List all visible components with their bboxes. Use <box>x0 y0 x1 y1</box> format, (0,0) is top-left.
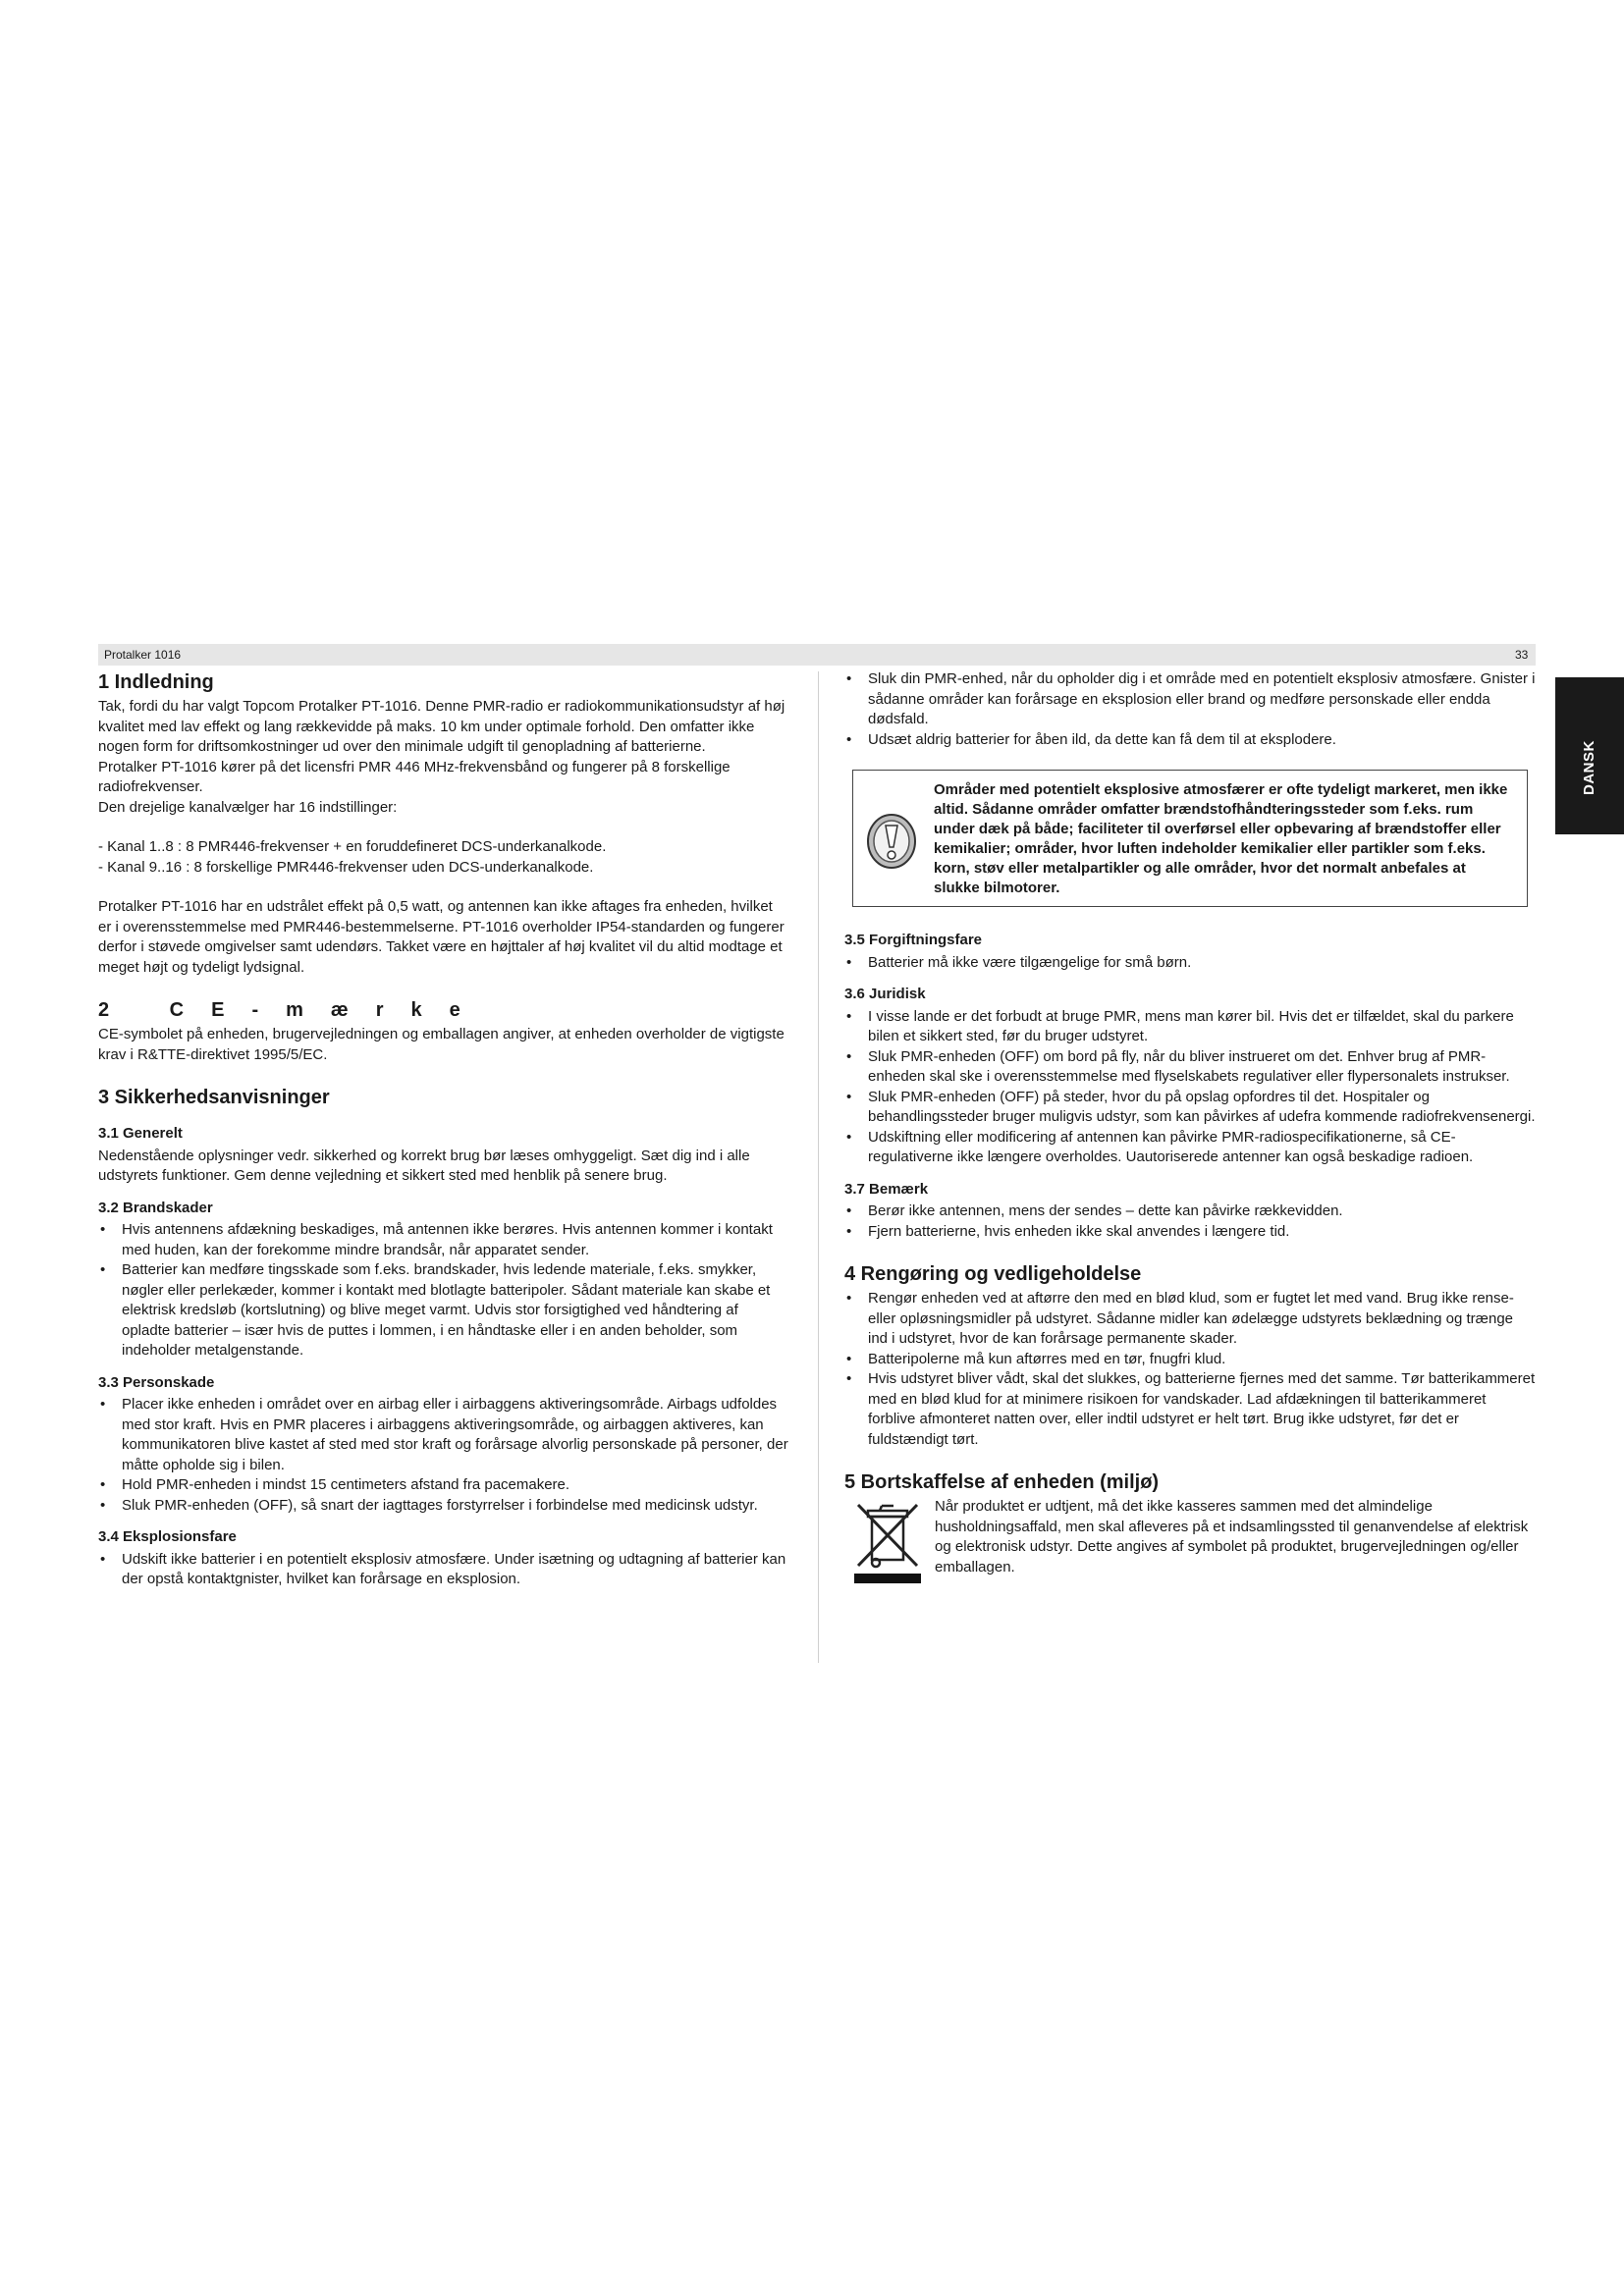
warning-box <box>852 770 1528 907</box>
section-3-4-list <box>98 1550 789 1590</box>
list-item: • Sluk PMR-enheden (OFF), så snart der iagttages forstyrrelser i forbindelse med medicinsk udstyr. <box>98 1496 789 1517</box>
list-item: • Fjern batterierne, hvis enheden ikke skal anvendes i længere tid. <box>844 1222 1536 1243</box>
section-3-2-list <box>98 1220 789 1362</box>
list-item: • I visse lande er det forbudt at bruge PMR, mens man kører bil. Hvis det er tilfældet, skal du parkere bilen et sikkert sted, før du bruger udstyret. <box>844 1007 1536 1047</box>
section-3-3-list <box>98 1395 789 1516</box>
section-1-para-3: Den drejelige kanalvælger har 16 indstillinger: <box>98 798 398 816</box>
list-item: • Hold PMR-enheden i mindst 15 centimeters afstand fra pacemakere. <box>98 1475 789 1496</box>
section-3-1-para: Nedenstående oplysninger vedr. sikkerhed og korrekt brug bør læses omhyggeligt. Sæt dig ind i alle udstyrets funktioner. Gem denne vejledning et sikkert sted med henblik på senere brug. <box>98 1147 750 1184</box>
section-5-title: 5 Bortskaffelse af enheden (miljø) <box>844 1471 1160 1493</box>
section-3-6-title: 3.6 Juridisk <box>844 986 926 1002</box>
language-tab <box>1555 677 1624 834</box>
section-3-4-list-continued <box>844 669 1536 750</box>
exclamation-warning-icon <box>865 812 918 871</box>
list-item: • Sluk PMR-enheden (OFF) på steder, hvor du på opslag opfordres til det. Hospitaler og behandlingssteder bruger muligvis udstyr, som kan påvirkes af udefra kommende radiofrekvensenergi. <box>844 1088 1536 1128</box>
language-tab-label: DANSK <box>1581 740 1597 795</box>
section-1-title: 1 Indledning <box>98 671 214 693</box>
warning-text: Områder med potentielt eksplosive atmosfærer er ofte tydeligt markeret, men ikke altid. Sådanne områder omfatter brændstofhåndteringssteder som f.eks. rum under dæk på både; faciliteter til overførsel eller opbevaring af brændstoffer eller kemikalier; områder, hvor luften indeholder kemikalier eller partikler som f.eks. korn, støv eller metalpartikler og alle områder, hvor det normalt anbefales at slukke bilmotorer. <box>934 781 1508 896</box>
disposal-block <box>844 1497 1536 1585</box>
section-1-para-1: Tak, fordi du har valgt Topcom Protalker PT-1016. Denne PMR-radio er radiokommunikationsudstyr af høj kvalitet med lav effekt og lang rækkevidde på maks. 10 km under optimale forhold. Den omfatter ikke nogen form for driftsomkostninger ud over den minimale udgift til genopladning af batterierne. <box>98 698 785 755</box>
list-item: • Batterier kan medføre tingsskade som f.eks. brandskader, hvis ledende materiale, f.eks. smykker, nøgler eller perlekæder, kommer i kontakt med blotlagte batteripoler. Sådant materiale kan skabe et elektrisk kredsløb (kortslutning) og blive meget varmt. Udvis stor forsigtighed ved håndtering af opladte batterier – især hvis de puttes i lommen, i en håndtaske eller i en anden beholder, som indeholder metalgenstande. <box>98 1260 789 1362</box>
section-3-title: 3 Sikkerhedsanvisninger <box>98 1087 330 1108</box>
section-5-para: Når produktet er udtjent, må det ikke kasseres sammen med det almindelige husholdningsaffald, men skal afleveres på et indsamlingssted til genanvendelse af elektrisk og elektronisk udstyr. Dette angives af symbolet på produktet, brugervejledningen og/eller emballagen. <box>935 1498 1529 1575</box>
list-item: • Udsæt aldrig batterier for åben ild, da dette kan få dem til at eksplodere. <box>844 730 1536 751</box>
section-4-title: 4 Rengøring og vedligeholdelse <box>844 1263 1142 1285</box>
section-2-title: 2 CE-mærke <box>98 999 488 1021</box>
list-item: • Hvis antennens afdækning beskadiges, må antennen ikke berøres. Hvis antennen kommer i kontakt med huden, kan der forekomme mindre brandsår, når apparatet sender. <box>98 1220 789 1260</box>
section-3-5-title: 3.5 Forgiftningsfare <box>844 932 983 948</box>
section-2-para: CE-symbolet på enheden, brugervejledningen og emballagen angiver, at enheden overholder de vigtigste krav i R&TTE-direktivet 1995/5/EC. <box>98 1026 785 1063</box>
list-item: • Rengør enheden ved at aftørre den med en blød klud, som er fugtet let med vand. Brug ikke rense- eller opløsningsmidler på udstyret. Sådanne midler kan ødelægge udstyrets beklædning og trænge ind i udstyret, hvor de kan forårsage permanente skader. <box>844 1289 1536 1350</box>
list-item: • Sluk din PMR-enhed, når du opholder dig i et område med en potentielt eksplosiv atmosfære. Gnister i sådanne områder kan forårsage en eksplosion eller brand og medføre personskade eller endda dødsfald. <box>844 669 1536 730</box>
crossed-out-wheelie-bin-icon <box>852 1501 923 1585</box>
list-item: • Sluk PMR-enheden (OFF) om bord på fly, når du bliver instrueret om det. Enhver brug af PMR-enheden skal ske i overensstemmelse med flyselskabets regulativer eller flypersonalets instrukser. <box>844 1047 1536 1088</box>
header-bar <box>98 644 1536 666</box>
section-3-6-list <box>844 1007 1536 1168</box>
page-number: 33 <box>1515 648 1529 662</box>
channel-line-2: - Kanal 9..16 : 8 forskellige PMR446-frekvenser uden DCS-underkanalkode. <box>98 858 594 876</box>
list-item: • Batteripolerne må kun aftørres med en tør, fnugfri klud. <box>844 1350 1536 1370</box>
header-product-name: Protalker 1016 <box>104 648 182 662</box>
section-4-list <box>844 1289 1536 1450</box>
list-item: • Placer ikke enheden i området over en airbag eller i airbaggens aktiveringsområde. Airbags udfoldes med stor kraft. Hvis en PMR placeres i airbaggens aktiveringsområde, og airbaggen aktiveres, kan kommunikatoren blive kastet af sted med stor kraft og forårsage alvorlig personskade på personer, der måtte opholde sig i bilen. <box>98 1395 789 1475</box>
list-item: • Hvis udstyret bliver vådt, skal det slukkes, og batterierne fjernes med det samme. Tør batterikammeret med en blød klud for at minimere risikoen for vandskader. Lad afdækningen til batterikammeret forblive afmonteret natten over, eller indtil udstyret er helt tørt. Brug ikke udstyret, før det er fuldstændigt tørt. <box>844 1369 1536 1450</box>
section-3-2-title: 3.2 Brandskader <box>98 1199 213 1216</box>
section-1-para-2: Protalker PT-1016 kører på det licensfri PMR 446 MHz-frekvensbånd og fungerer på 8 forskellige radiofrekvenser. <box>98 758 731 795</box>
column-divider <box>818 671 819 1663</box>
list-item: • Udskiftning eller modificering af antennen kan påvirke PMR-radiospecifikationerne, så CE-regulativerne ikke længere overholdes. Uautoriserede antenner kan også beskadige radioen. <box>844 1128 1536 1168</box>
list-item: • Udskift ikke batterier i en potentielt eksplosiv atmosfære. Under isætning og udtagning af batterier kan der opstå kontaktgnister, hvilket kan forårsage en eksplosion. <box>98 1550 789 1590</box>
left-column <box>98 669 789 1590</box>
list-item: • Batterier må ikke være tilgængelige for små børn. <box>844 953 1536 974</box>
section-3-5-list <box>844 953 1536 974</box>
section-3-4-title: 3.4 Eksplosionsfare <box>98 1528 237 1545</box>
section-3-3-title: 3.3 Personskade <box>98 1373 215 1391</box>
right-column <box>844 669 1536 1585</box>
channel-line-1: - Kanal 1..8 : 8 PMR446-frekvenser + en foruddefineret DCS-underkanalkode. <box>98 838 607 855</box>
section-1-para-4: Protalker PT-1016 har en udstrålet effekt på 0,5 watt, og antennen kan ikke aftages fra enheden, hvilket er i overensstemmelse med PMR446-bestemmelserne. PT-1016 overholder IP54-standarden og fungerer derfor i støvede omgivelser samt udendørs. Takket være en højttaler af høj kvalitet vil du altid modtage et meget højt og tydeligt lydsignal. <box>98 898 785 976</box>
section-3-1-title: 3.1 Generelt <box>98 1125 183 1142</box>
list-item: • Berør ikke antennen, mens der sendes – dette kan påvirke rækkevidden. <box>844 1201 1536 1222</box>
section-3-7-list <box>844 1201 1536 1242</box>
section-3-7-title: 3.7 Bemærk <box>844 1180 929 1198</box>
